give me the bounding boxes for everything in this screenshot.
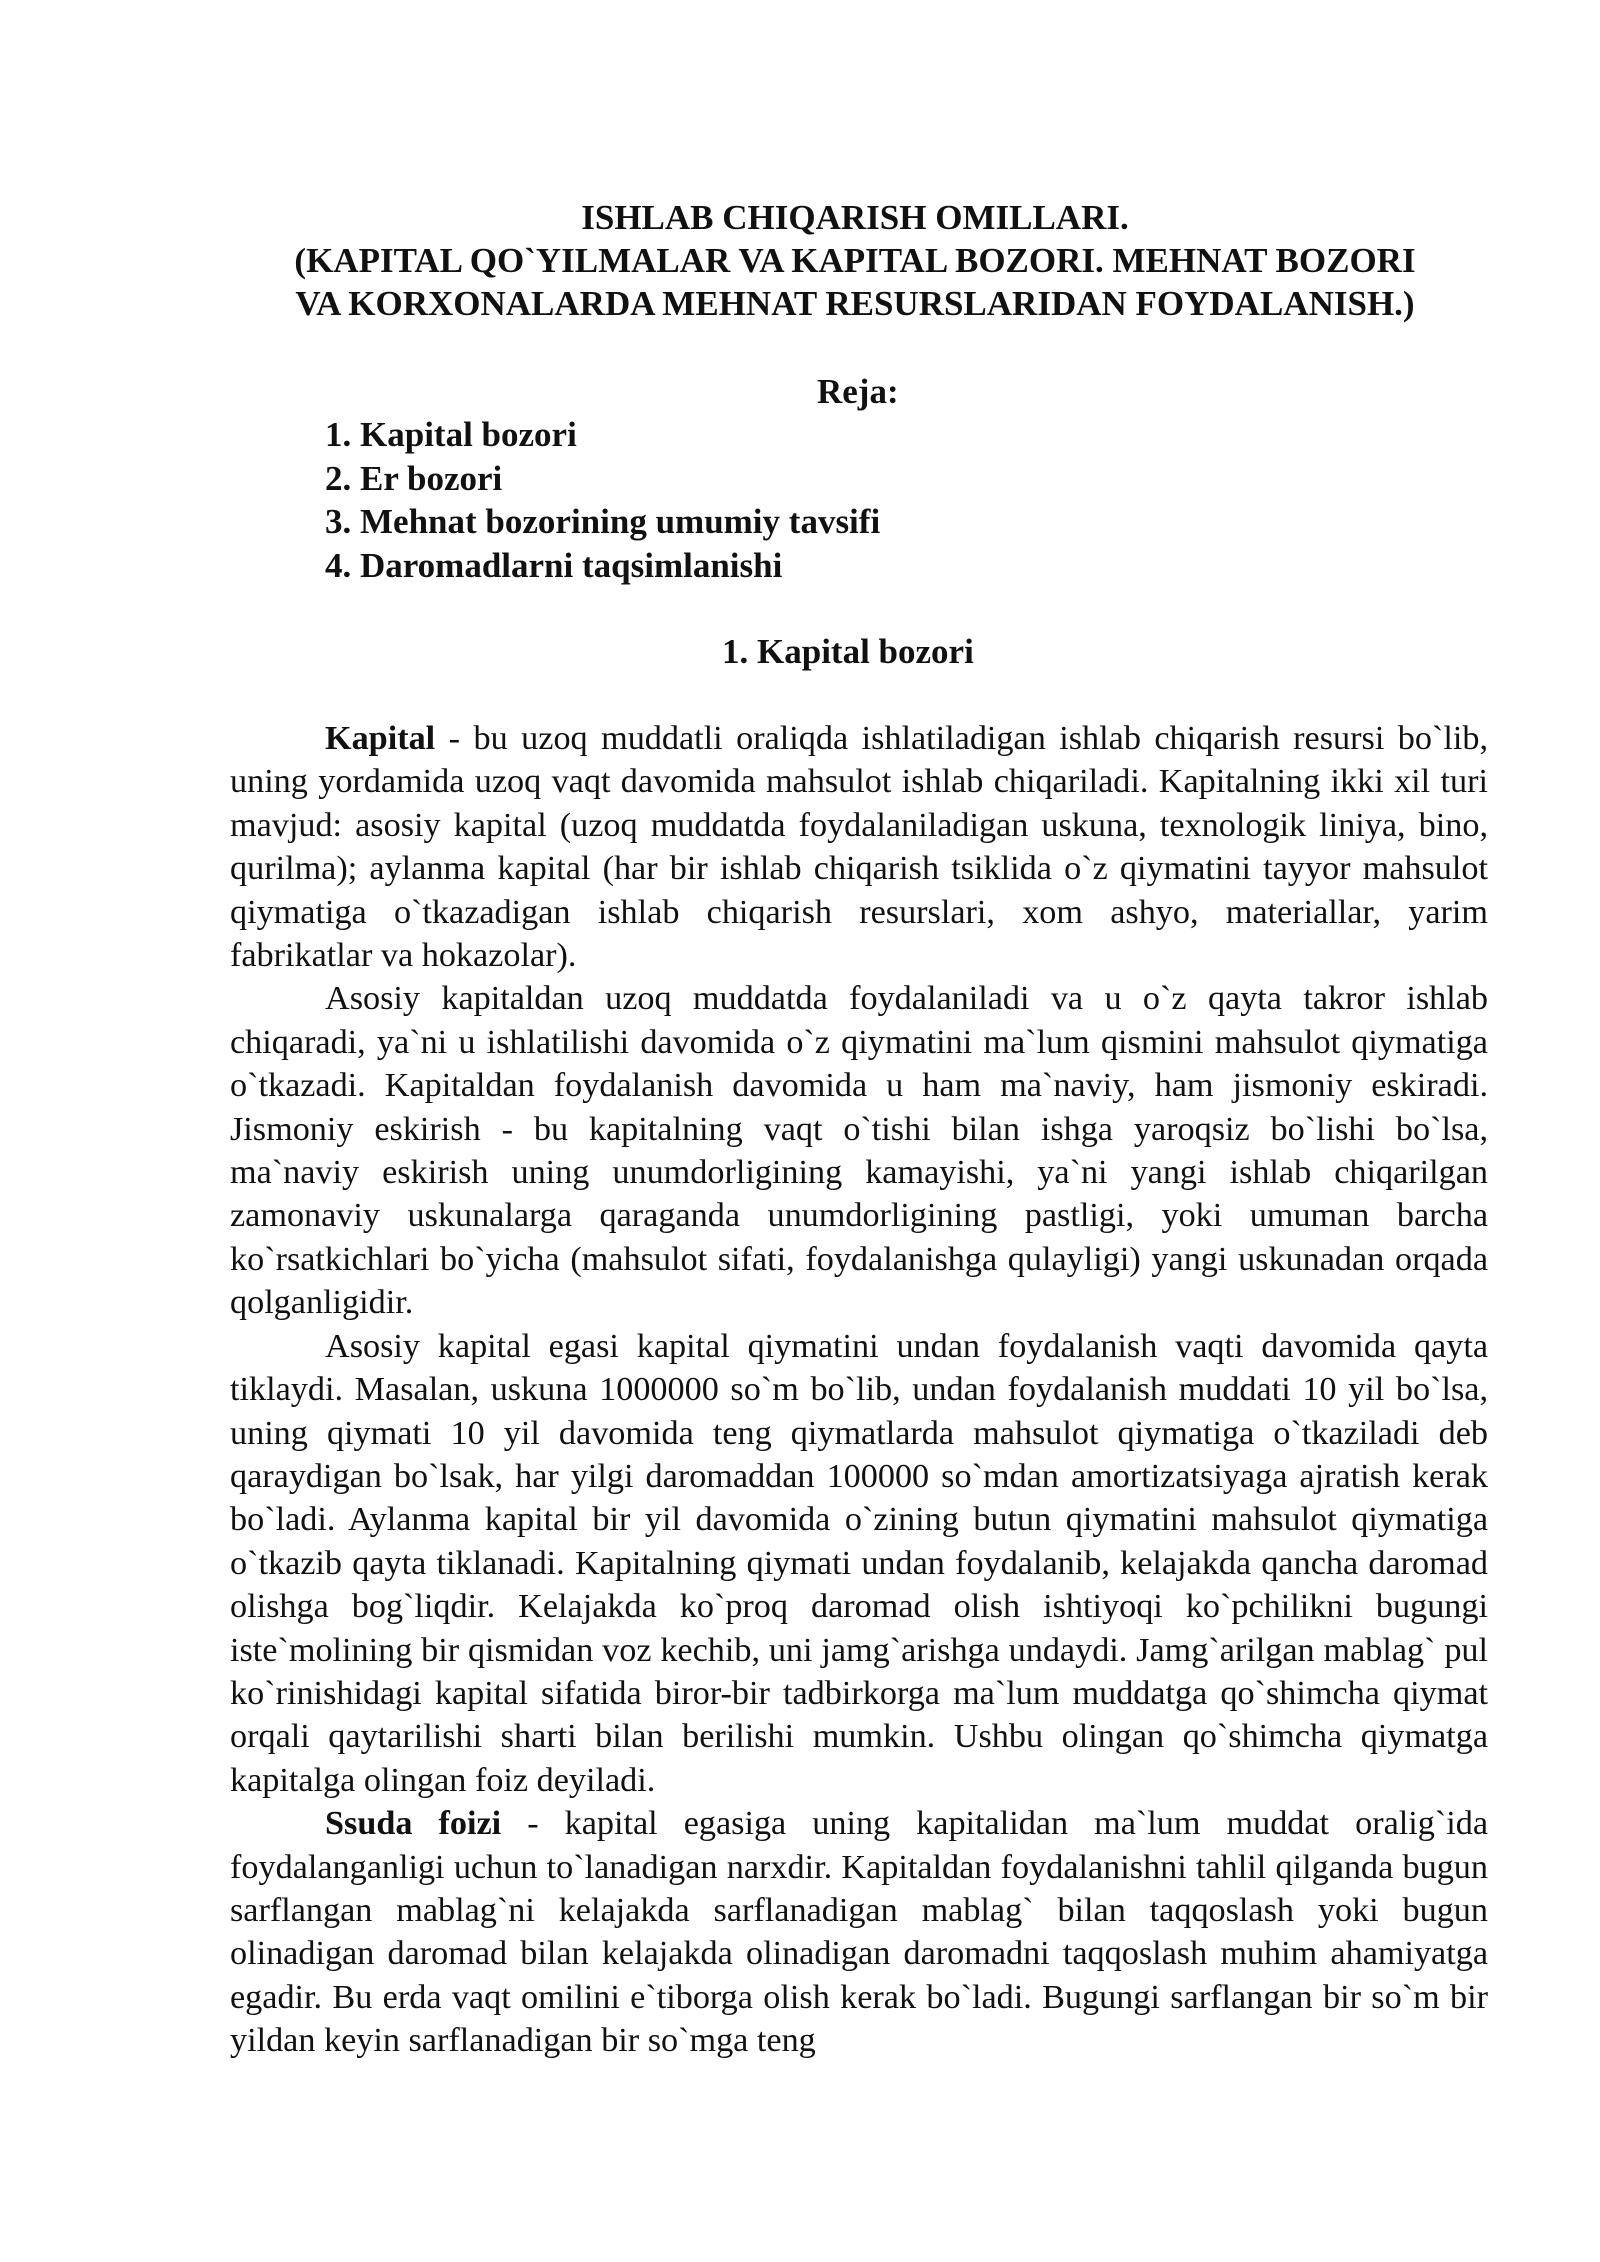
paragraph-text: - kapital egasiga uning kapitalidan ma`lum muddat oralig`ida foydalanganligi uchun to`lanadigan narxdir. Kapitaldan foydalanishni tahlil qilganda bugun sarflangan mablag`ni kelajakda sarflanadigan mablag` bilan taqqoslash yoki bugun olinadigan daromad bilan kelajakda olinadigan daromadni taqqoslash muhim ahamiyatga egadir. Bu erda vaqt omilini e`tiborga olish kerak bo`ladi. Bugungi sarflangan bir so`m bir yildan keyin sarflanadigan bir so`mga teng — [230, 1805, 1488, 2060]
paragraph-text: Asosiy kapitaldan uzoq muddatda foydalaniladi va u o`z qayta takror ishlab chiqaradi, ya`ni u ishlatilishi davomida o`z qiymatini ma`lum qismini mahsulot qiymatiga o`tkazadi. Kapitaldan foydalanish davomida u ham ma`naviy, ham jismoniy eskiradi. Jismoniy eskirish - bu kapitalning vaqt o`tishi bilan ishga yaroqsiz bo`lishi bo`lsa, ma`naviy eskirish uning unumdorligining kamayishi, ya`ni yangi ishlab chiqarilgan zamonaviy uskunalarga qaraganda unumdorligining pastligi, yoki umuman barcha ko`rsatkichlari bo`yicha (mahsulot sifati, foydalanishga qulayligi) yangi uskunadan orqada qolganligidir. — [230, 980, 1488, 1322]
plan-heading: Reja: — [817, 372, 899, 411]
section-heading: 1. Kapital bozori — [722, 632, 974, 671]
plan-list — [325, 413, 880, 587]
document-title — [230, 196, 1480, 325]
body-text — [230, 717, 1488, 2063]
paragraph — [230, 977, 1488, 1324]
plan-item-4: 4. Daromadlarni taqsimlanishi — [325, 545, 783, 585]
plan-item-1: 1. Kapital bozori — [325, 415, 577, 454]
title-line-2: (KAPITAL QO`YILMALAR VA KAPITAL BOZORI. MEHNAT BOZORI — [294, 241, 1416, 280]
title-line-3: VA KORXONALARDA MEHNAT RESURSLARIDAN FOYDALANISH.) — [295, 284, 1415, 323]
term-ssuda-foizi: Ssuda foizi — [325, 1805, 502, 1843]
plan-item-3: 3. Mehnat bozorining umumiy tavsifi — [325, 502, 881, 541]
paragraph-text: Asosiy kapital egasi kapital qiymatini undan foydalanish vaqti davomida qayta tiklaydi. Masalan, uskuna 1000000 so`m bo`lib, undan foydalanish muddati 10 yil bo`lsa, uning qiymati 10 yil davomida teng qiymatlarda mahsulot qiymatiga o`tkaziladi deb qaraydigan bo`lsak, har yilgi daromaddan 100000 so`mdan amortizatsiyaga ajratish kerak bo`ladi. Aylanma kapital bir yil davomida o`zining butun qiymatini mahsulot qiymatiga o`tkazib qayta tiklanadi. Kapitalning qiymati undan foydalanib, kelajakda qancha daromad olishga bog`liqdir. Kelajakda ko`proq daromad olish ishtiyoqi ko`pchilikni bugungi iste`molining bir qismidan voz kechib, uni jamg`arishga undaydi. Jamg`arilgan mablag` pul ko`rinishidagi kapital sifatida biror-bir tadbirkorga ma`lum muddatga qo`shimcha qiymat orqali qaytarilishi sharti bilan berilishi mumkin. Ushbu olingan qo`shimcha qiymatga kapitalga olingan foiz deyiladi. — [230, 1327, 1488, 1799]
paragraph — [230, 1325, 1488, 1802]
paragraph — [230, 717, 1488, 977]
term-kapital: Kapital — [325, 720, 436, 757]
title-line-1: ISHLAB CHIQARISH OMILLARI. — [581, 198, 1129, 237]
paragraph — [230, 1802, 1488, 2062]
paragraph-text: - bu uzoq muddatli oraliqda ishlatiladigan ishlab chiqarish resursi bo`lib, uning yordamida uzoq vaqt davomida mahsulot ishlab chiqariladi. Kapitalning ikki xil turi mavjud: asosiy kapital (uzoq muddatda foydalaniladigan uskuna, texnologik liniya, bino, qurilma); aylanma kapital (har bir ishlab chiqarish tsiklida o`z qiymatini tayyor mahsulot qiymatiga o`tkazadigan ishlab chiqarish resurslari, xom ashyo, materiallar, yarim fabrikatlar va hokazolar). — [230, 720, 1488, 975]
plan-item-2: 2. Er bozori — [325, 458, 503, 498]
